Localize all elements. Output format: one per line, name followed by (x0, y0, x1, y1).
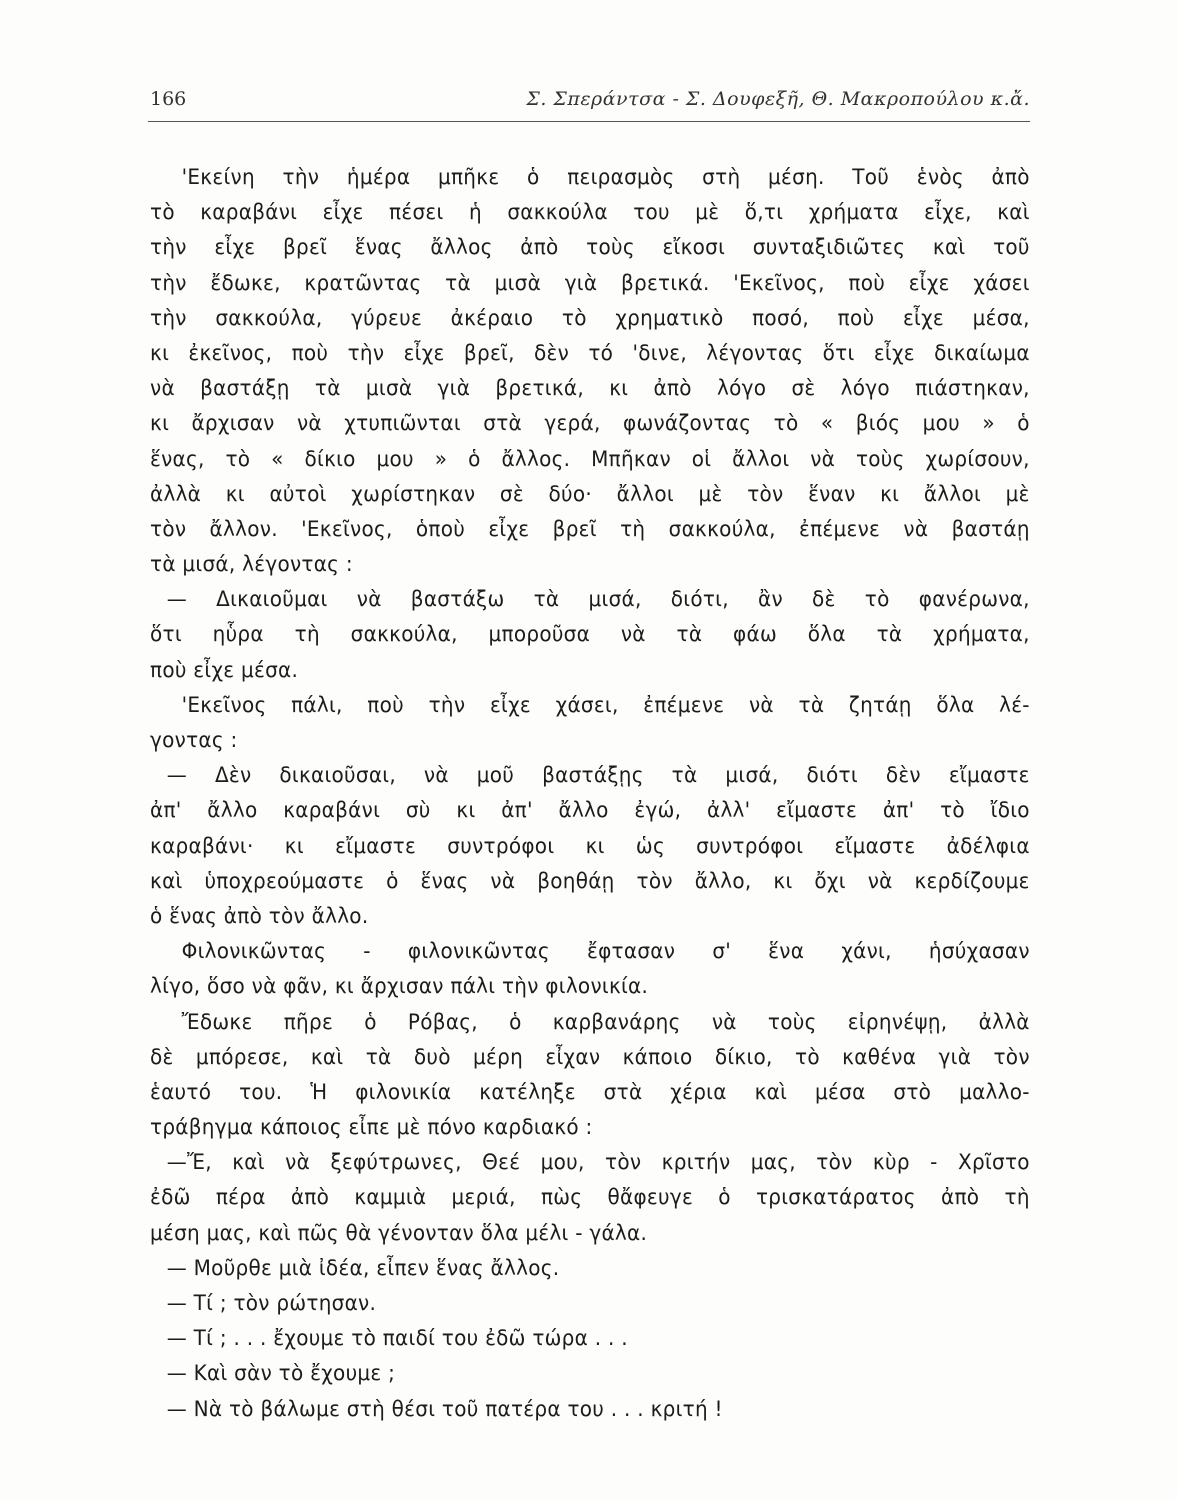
text-line: κι ἐκεῖνος, ποὺ τὴν εἶχε βρεῖ, δὲν τό 'δινε, λέγοντας ὅτι εἶχε δικαίωμα (150, 340, 1030, 366)
header-rule (148, 121, 1030, 122)
text-line: μέση μας, καὶ πῶς θὰ γένονταν ὅλα μέλι - γάλα. (150, 1220, 648, 1246)
text-line: τὸ καραβάνι εἶχε πέσει ἡ σακκούλα του μὲ ὅ,τι χρήματα εἶχε, καὶ (150, 200, 1030, 226)
text-line: τὸν ἄλλον. 'Εκεῖνος, ὁποὺ εἶχε βρεῖ τὴ σακκούλα, ἐπέμενε νὰ βαστάῃ (150, 516, 1030, 542)
dialogue-line: — Καὶ σὰν τὸ ἔχουμε ; (166, 1361, 396, 1387)
text-line: ἕνας, τὸ « δίκιο μου » ὁ ἄλλος. Μπῆκαν οἱ ἄλλοι νὰ τοὺς χωρίσουν, (150, 446, 1030, 472)
text-line: 'Εκείνη τὴν ἡμέρα μπῆκε ὁ πειρασμὸς στὴ μέση. Τοῦ ἑνὸς ἀπὸ (181, 165, 1030, 190)
text-line: Φιλονικῶντας - φιλονικῶντας ἔφτασαν σ' ἕνα χάνι, ἡσύχασαν (181, 939, 1030, 965)
text-line: καραβάνι· κι εἴμαστε συντρόφοι κι ὡς συντρόφοι εἴμαστε ἀδέλφια (150, 833, 1030, 859)
text-line: δὲ μπόρεσε, καὶ τὰ δυὸ μέρη εἶχαν κάποιο δίκιο, τὸ καθένα γιὰ τὸν (150, 1044, 1030, 1070)
text-line: γοντας : (150, 728, 238, 753)
text-line: τὴν σακκούλα, γύρευε ἀκέραιο τὸ χρηματικὸ ποσό, ποὺ εἶχε μέσα, (150, 305, 1030, 331)
dialogue-line: — Μοῦρθε μιὰ ἰδέα, εἶπεν ἕνας ἄλλος. (166, 1255, 560, 1281)
text-line: λίγο, ὅσο νὰ φᾶν, κι ἄρχισαν πάλι τὴν φιλονικία. (150, 974, 649, 1000)
text-line: ἑαυτό του. Ἡ φιλονικία κατέληξε στὰ χέρια καὶ μέσα στὸ μαλλο- (150, 1079, 1030, 1105)
text-line: ποὺ εἶχε μέσα. (150, 657, 299, 683)
text-line: ὅτι ηὗρα τὴ σακκούλα, μποροῦσα νὰ τὰ φάω ὅλα τὰ χρήματα, (150, 622, 1030, 648)
dialogue-line: — Δικαιοῦμαι νὰ βαστάξω τὰ μισά, διότι, ἂν δὲ τὸ φανέρωνα, (166, 587, 1030, 613)
text-line: τράβηγμα κάποιος εἶπε μὲ πόνο καρδιακό : (150, 1115, 593, 1141)
dialogue-line: —Ἔ, καὶ νὰ ξεφύτρωνες, Θεέ μου, τὸν κριτήν μας, τὸν κὺρ - Χρῖστο (166, 1150, 1030, 1176)
dialogue-line: — Τί ; . . . ἔχουμε τὸ παιδί του ἐδῶ τώρα . . . (166, 1326, 628, 1352)
running-head: Σ. Σπεράντσα - Σ. Δουφεξῆ, Θ. Μακροπούλου κ.ἄ. (526, 88, 1030, 110)
text-line: νὰ βαστάξῃ τὰ μισὰ γιὰ βρετικά, κι ἀπὸ λόγο σὲ λόγο πιάστηκαν, (150, 376, 1030, 402)
dialogue-line: — Νὰ τὸ βάλωμε στὴ θέσι τοῦ πατέρα του . . . κριτή ! (166, 1396, 723, 1422)
page-number: 166 (150, 88, 187, 110)
text-line: ὁ ἕνας ἀπὸ τὸν ἄλλο. (150, 903, 369, 929)
dialogue-line: — Δὲν δικαιοῦσαι, νὰ μοῦ βαστάξῃς τὰ μισά, διότι δὲν εἴμαστε (166, 763, 1030, 789)
dialogue-line: — Τί ; τὸν ρώτησαν. (166, 1291, 377, 1316)
text-line: ἐδῶ πέρα ἀπὸ καμμιὰ μεριά, πὼς θἄφευγε ὁ τρισκατάρατος ἀπὸ τὴ (150, 1185, 1030, 1211)
text-line: καὶ ὑποχρεούμαστε ὁ ἕνας νὰ βοηθάῃ τὸν ἄλλο, κι ὄχι νὰ κερδίζουμε (150, 868, 1030, 894)
text-line: τὰ μισά, λέγοντας : (150, 552, 353, 578)
text-line: 'Εκεῖνος πάλι, ποὺ τὴν εἶχε χάσει, ἐπέμενε νὰ τὰ ζητάῃ ὅλα λέ- (181, 692, 1030, 718)
text-line: τὴν ἔδωκε, κρατῶντας τὰ μισὰ γιὰ βρετικά. 'Εκεῖνος, ποὺ εἶχε χάσει (150, 270, 1030, 296)
text-line: τὴν εἶχε βρεῖ ἕνας ἄλλος ἀπὸ τοὺς εἴκοσι συνταξιδιῶτες καὶ τοῦ (150, 235, 1030, 261)
text-line: Ἔδωκε πῆρε ὁ Ρόβας, ὁ καρβανάρης νὰ τοὺς εἰρηνέψῃ, ἀλλὰ (181, 1009, 1030, 1035)
text-line: ἀπ' ἄλλο καραβάνι σὺ κι ἀπ' ἄλλο ἐγώ, ἀλλ' εἴμαστε ἀπ' τὸ ἴδιο (150, 798, 1030, 824)
text-line: κι ἄρχισαν νὰ χτυπιῶνται στὰ γερά, φωνάζοντας τὸ « βιός μου » ὁ (150, 411, 1030, 437)
text-line: ἀλλὰ κι αὐτοὶ χωρίστηκαν σὲ δύο· ἄλλοι μὲ τὸν ἕναν κι ἄλλοι μὲ (150, 481, 1030, 507)
body-text (150, 160, 1030, 1427)
